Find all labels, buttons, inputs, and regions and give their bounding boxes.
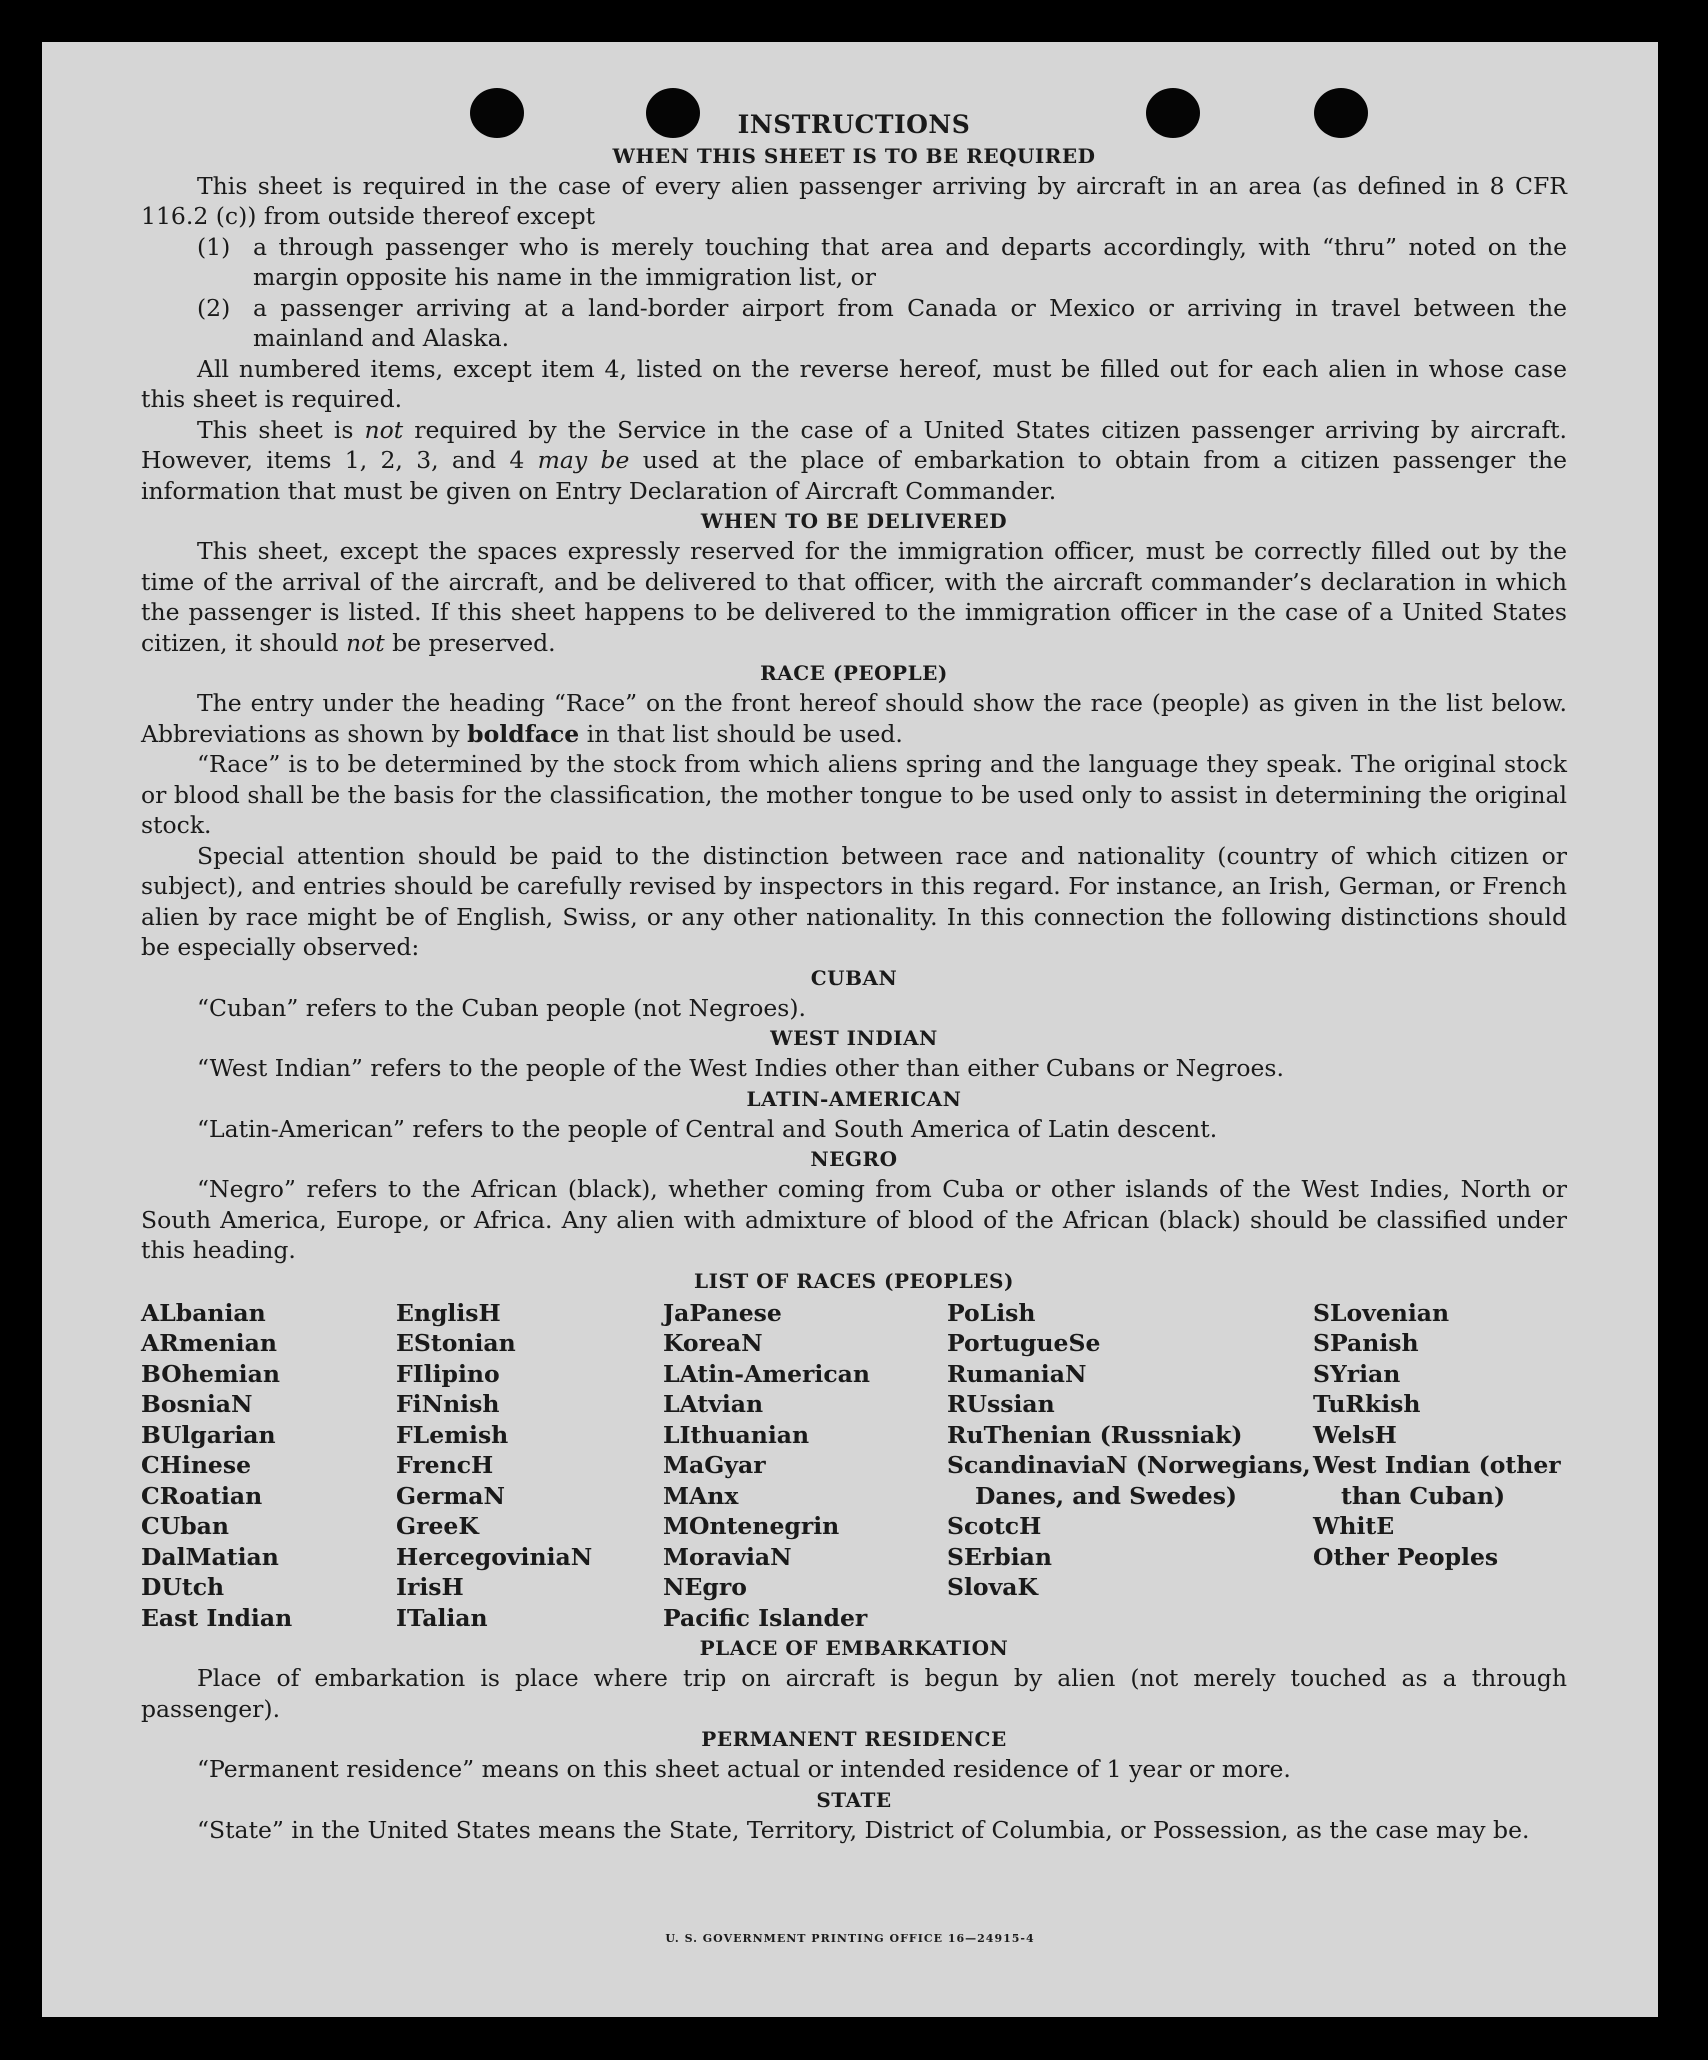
races-column	[1313, 1298, 1567, 1634]
paragraph: “Race” is to be determined by the stock from which aliens spring and the language they speak. The original stock or blood shall be the basis for the classification, the mother tongue to be used only to assist in determining the original stock.	[141, 750, 1567, 839]
race-entry: GreeK	[396, 1512, 479, 1540]
race-entry: East Indian	[141, 1603, 293, 1632]
race-entry: RumaniaN	[947, 1359, 1087, 1388]
text-run: used at the place of embarkation to obtain from a citizen passenger the information that must be given on Entry Declaration of Aircraft Commander.	[141, 446, 1568, 505]
race-entry: CRoatian	[141, 1481, 263, 1510]
race-entry: WhitE	[1313, 1512, 1395, 1540]
section-heading: LATIN-AMERICAN	[746, 1086, 962, 1111]
paragraph	[141, 536, 1567, 658]
italic-text: not	[345, 628, 385, 657]
races-column	[663, 1298, 947, 1634]
paragraph: Place of embarkation is place where trip on aircraft is begun by alien (not merely touched as a through passenger).	[141, 1664, 1567, 1723]
race-entry: ScandinaviaN (Norwegians, Danes, and Swedes)	[947, 1451, 1311, 1510]
race-entry: PoLish	[947, 1298, 1036, 1327]
race-entry: BUlgarian	[141, 1420, 276, 1449]
race-entry: SPanish	[1313, 1329, 1419, 1357]
section-heading: PLACE OF EMBARKATION	[699, 1636, 1009, 1660]
race-entry: IrisH	[396, 1573, 464, 1601]
race-entry: HercegoviniaN	[396, 1542, 593, 1571]
section-heading: NEGRO	[810, 1147, 898, 1171]
paragraph: All numbered items, except item 4, listed on the reverse hereof, must be filled out for each alien in whose case this sheet is required.	[141, 354, 1567, 413]
item-number: (1)	[197, 232, 231, 261]
bold-text: boldface	[467, 719, 580, 748]
race-entry: NEgro	[663, 1573, 747, 1601]
section-heading: WEST INDIAN	[770, 1026, 938, 1050]
race-entry: LAtvian	[663, 1390, 764, 1418]
numbered-item	[141, 293, 1567, 354]
item-number: (2)	[197, 293, 231, 322]
race-entry: SYrian	[1313, 1359, 1401, 1388]
races-list	[141, 1298, 1567, 1634]
race-entry: CUban	[141, 1512, 229, 1540]
italic-text: may be	[537, 446, 630, 474]
text-run: be preserved.	[384, 628, 556, 657]
italic-text: not	[364, 415, 404, 444]
printer-imprint: U. S. GOVERNMENT PRINTING OFFICE 16—24915-4	[665, 1932, 1035, 1945]
section-heading: WHEN TO BE DELIVERED	[700, 509, 1008, 533]
item-text: a passenger arriving at a land-border airport from Canada or Mexico or arriving in travel between the mainland and Alaska.	[253, 293, 1567, 352]
race-entry: BOhemian	[141, 1359, 280, 1388]
text-run: required by the Service in the case of a United States citizen passenger arriving by aircraft. However, items 1, 2, 3, and 4	[141, 415, 1567, 474]
race-entry: West Indian (other than Cuban)	[1313, 1451, 1561, 1510]
section-heading: PERMANENT RESIDENCE	[701, 1727, 1007, 1751]
race-entry: KoreaN	[663, 1329, 763, 1357]
paragraph: “Permanent residence” means on this sheet actual or intended residence of 1 year or more.	[197, 1755, 1291, 1783]
race-entry: PortugueSe	[947, 1329, 1101, 1357]
race-entry: SlovaK	[947, 1573, 1038, 1601]
race-entry: ALbanian	[141, 1298, 266, 1327]
page-title: INSTRUCTIONS	[737, 110, 971, 139]
section-heading: STATE	[816, 1787, 892, 1812]
races-column	[141, 1298, 396, 1634]
numbered-item	[141, 232, 1567, 293]
race-entry: LAtin-American	[663, 1359, 870, 1388]
race-entry: Other Peoples	[1313, 1542, 1499, 1571]
item-text: a through passenger who is merely touching that area and departs accordingly, with “thru” noted on the margin opposite his name in the immigration list, or	[253, 232, 1567, 291]
paragraph: Special attention should be paid to the distinction between race and nationality (country of which citizen or subject), and entries should be carefully revised by inspectors in this regard. For instance, an Irish, German, or French alien by race might be of English, Swiss, or any other nationality. In this connection the following distinctions should be especially observed:	[141, 841, 1567, 961]
race-entry: RuThenian (Russniak)	[947, 1420, 1243, 1449]
section-heading: CUBAN	[810, 965, 898, 990]
race-entry: GermaN	[396, 1481, 505, 1510]
race-entry: SLovenian	[1313, 1298, 1450, 1327]
race-entry: ITalian	[396, 1603, 488, 1632]
paragraph: “West Indian” refers to the people of the West Indies other than either Cubans or Negroes.	[197, 1054, 1284, 1082]
section-heading: RACE (PEOPLE)	[760, 661, 948, 685]
paragraph: This sheet is required in the case of every alien passenger arriving by aircraft in an area (as defined in 8 CFR 116.2 (c)) from outside thereof except	[141, 171, 1567, 230]
race-entry: FIlipino	[396, 1359, 500, 1388]
text-run: The entry under the heading “Race” on the front hereof should show the race (people) as given in the list below. Abbreviations as shown by	[141, 689, 1567, 748]
text-run: This sheet is	[197, 415, 365, 444]
race-entry: ARmenian	[141, 1329, 277, 1357]
race-entry: DalMatian	[141, 1542, 279, 1571]
instructions-body	[141, 110, 1567, 1845]
race-entry: MoraviaN	[663, 1542, 792, 1571]
race-entry: RUssian	[947, 1390, 1055, 1418]
race-entry: FLemish	[396, 1420, 509, 1449]
race-entry: WelsH	[1313, 1420, 1397, 1449]
paragraph: “Latin-American” refers to the people of Central and South America of Latin descent.	[197, 1114, 1218, 1143]
text-run: This sheet, except the spaces expressly reserved for the immigration officer, must be correctly filled out by the time of the arrival of the aircraft, and be delivered to that officer, with the aircraft commander’s declaration in which the passenger is listed. If this sheet happens to be delivered to the immigration officer in the case of a United States citizen, it should	[141, 537, 1567, 657]
race-entry: MOntenegrin	[663, 1512, 840, 1540]
document-sheet	[42, 42, 1658, 2017]
race-entry: ScotcH	[947, 1512, 1042, 1540]
race-entry: LIthuanian	[663, 1420, 810, 1449]
race-entry: CHinese	[141, 1451, 252, 1479]
races-column	[396, 1298, 663, 1634]
races-column	[947, 1298, 1313, 1634]
paragraph: “State” in the United States means the State, Territory, District of Columbia, or Possession, as the case may be.	[197, 1815, 1530, 1844]
section-heading: WHEN THIS SHEET IS TO BE REQUIRED	[612, 143, 1096, 168]
race-entry: FiNnish	[396, 1390, 500, 1418]
race-entry: BosniaN	[141, 1390, 253, 1418]
race-entry: EStonian	[396, 1329, 516, 1357]
race-entry: JaPanese	[663, 1298, 782, 1327]
race-entry: MAnx	[663, 1481, 739, 1510]
paragraph	[141, 415, 1567, 507]
race-entry: TuRkish	[1313, 1390, 1421, 1418]
paragraph: “Negro” refers to the African (black), whether coming from Cuba or other islands of the West Indies, North or South America, Europe, or Africa. Any alien with admixture of blood of the African (black) should be classified under this heading.	[141, 1175, 1567, 1264]
text-run: in that list should be used.	[579, 719, 903, 748]
paragraph: “Cuban” refers to the Cuban people (not Negroes).	[197, 993, 807, 1022]
paragraph	[141, 688, 1567, 749]
race-entry: EnglisH	[396, 1298, 501, 1327]
race-entry: MaGyar	[663, 1451, 766, 1479]
race-entry: Pacific Islander	[663, 1603, 868, 1632]
race-entry: FrencH	[396, 1451, 494, 1479]
section-heading: LIST OF RACES (PEOPLES)	[694, 1268, 1014, 1293]
race-entry: DUtch	[141, 1573, 225, 1601]
race-entry: SErbian	[947, 1542, 1052, 1571]
